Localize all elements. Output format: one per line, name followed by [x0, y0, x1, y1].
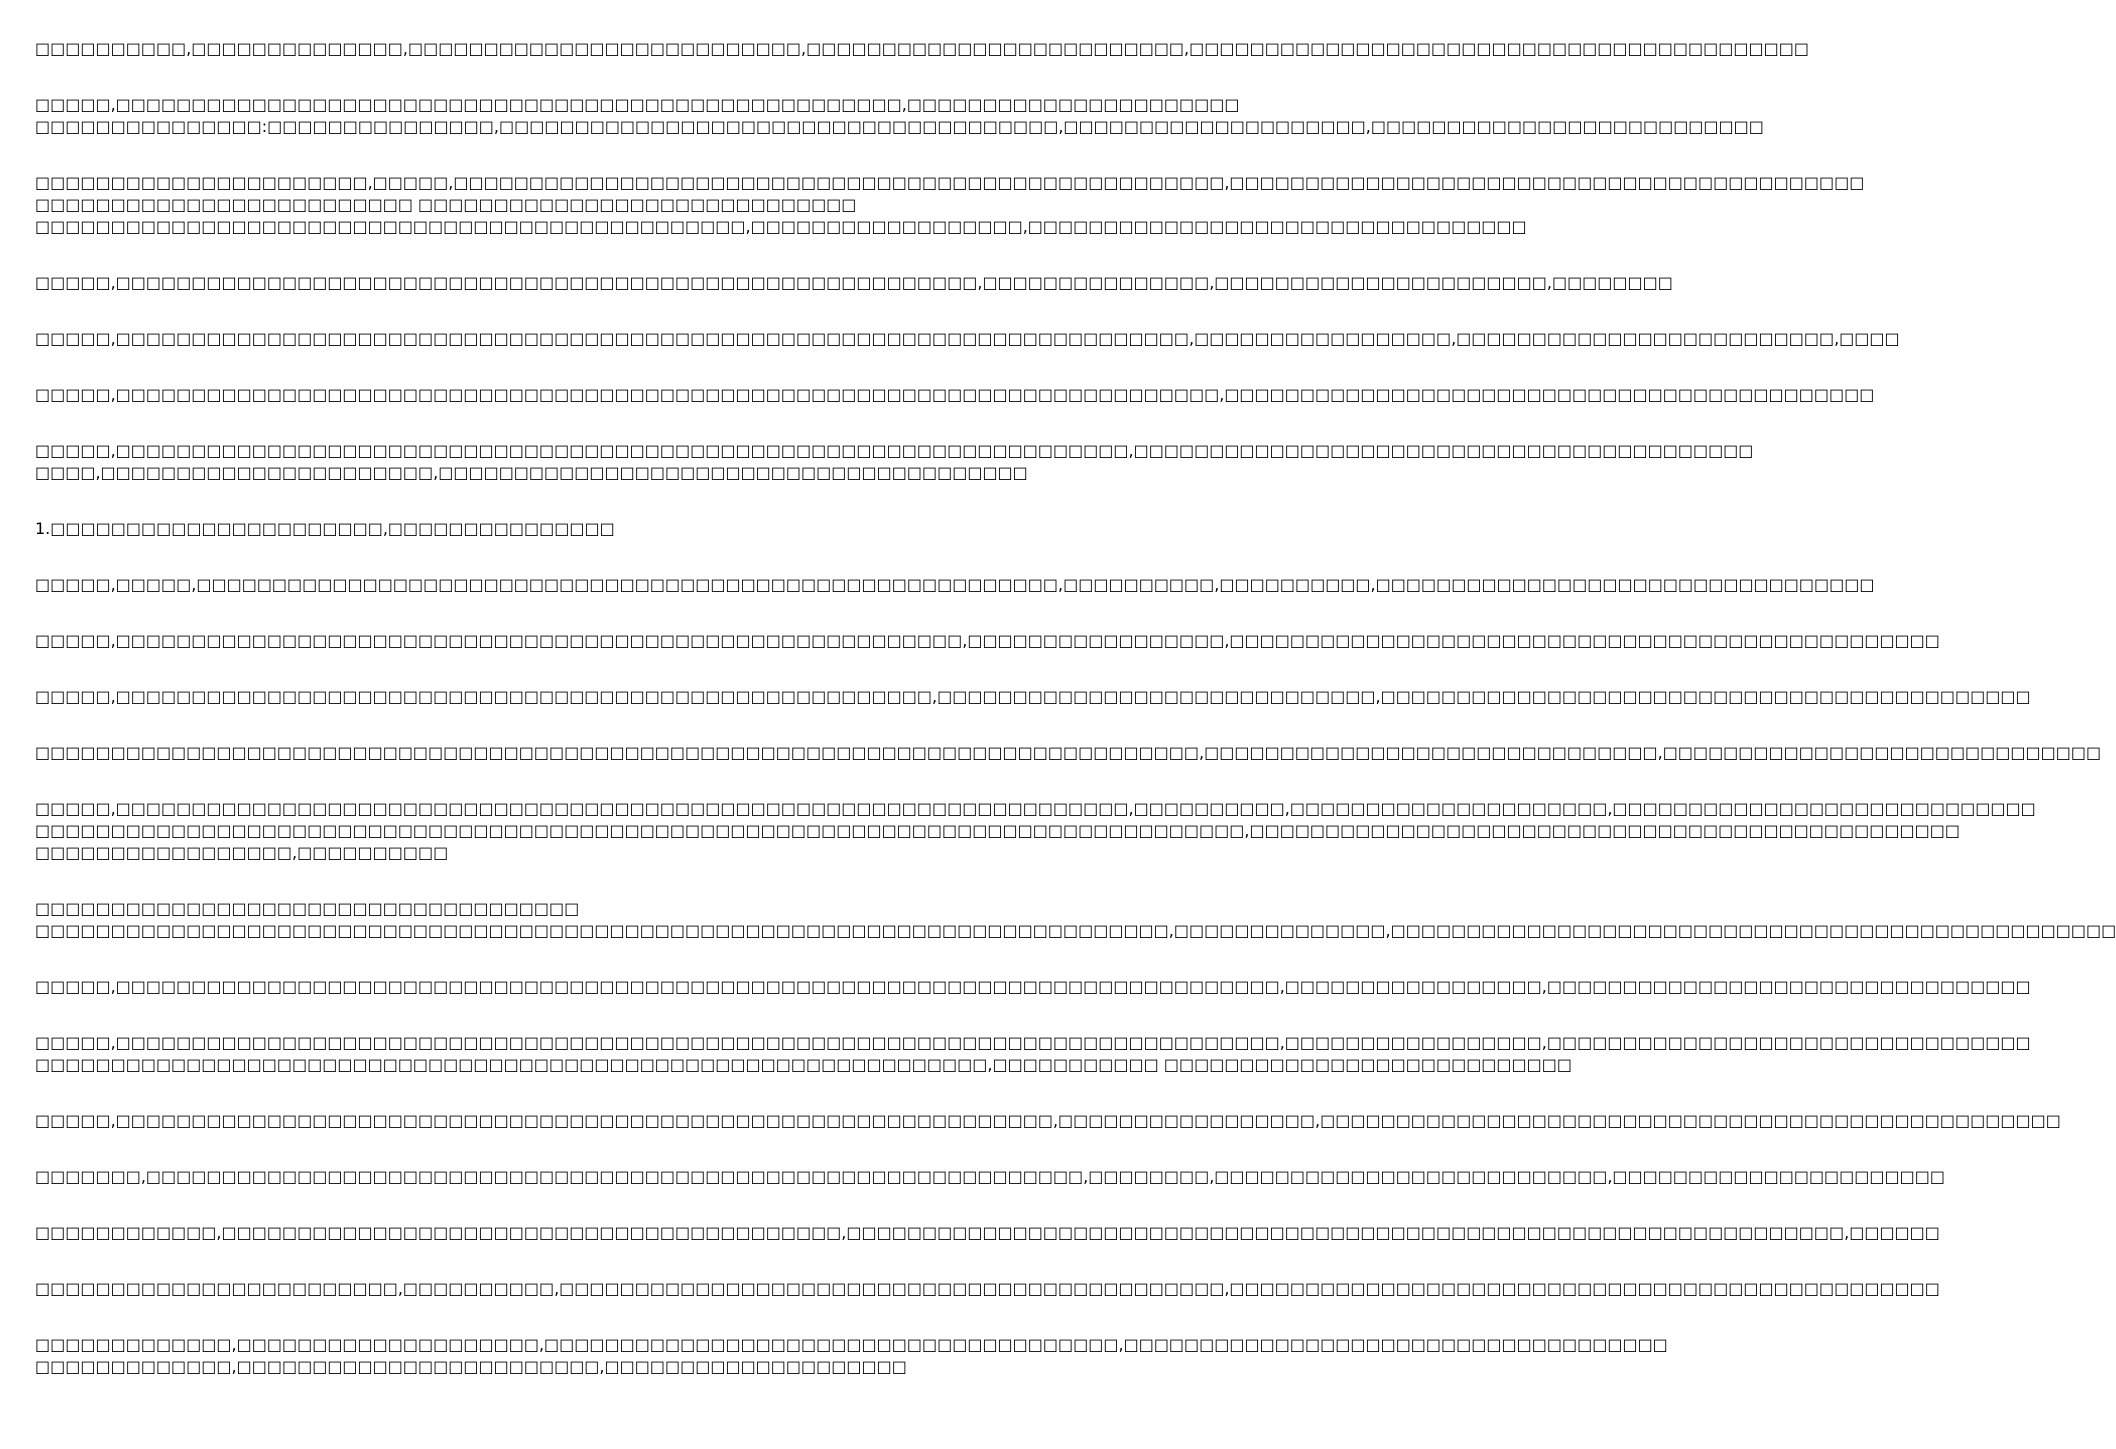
text-line: □□□□□,□□□□□□□□□□□□□□□□□□□□□□□□□□□□□□□□□□□□□□□□□□□□□□□□□□□□□□□□□□□□□□□□□□□□□□□,□□□□□□□□□□□□□□□□□,□□□□□□□□□□□□□□□□□□□□□□□□□,□□□□ [35, 329, 1900, 348]
text-line: □□□□□□□□□□□□□,□□□□□□□□□□□□□□□□□□□□□□□□,□□□□□□□□□□□□□□□□□□□□ [35, 1357, 907, 1376]
paragraph [35, 172, 1865, 238]
paragraph [35, 1110, 2061, 1132]
text-line: □□□□□□□□□□□□□□□□□□□□□□□□□□□□□□□□□□□□ [35, 899, 580, 918]
paragraph [35, 1334, 1668, 1378]
text-line: □□□□□,□□□□□□□□□□□□□□□□□□□□□□□□□□□□□□□□□□□□□□□□□□□□□□□□□□□□□□□□□□□□□□□□□□□,□□□□□□□□□□,□□□□□□□□□□□□□□□□□□□□□,□□□□□□□□□□□□□□□□□□□□□□□□□□□□ [35, 799, 2036, 818]
paragraph [35, 1222, 1940, 1244]
text-line: □□□□□,□□□□□□□□□□□□□□□□□□□□□□□□□□□□□□□□□□□□□□□□□□□□□□□□□□□□□□□□□□□□□□□□□□□□□□□□□□□□□,□□□□□□□□□□□□□□□□□,□□□□□□□□□□□□□□□□□□□□□□□□□□□□□□□□ [35, 1033, 2031, 1052]
paragraph [35, 518, 990, 540]
paragraph [35, 630, 1940, 652]
text-line: □□□□□,□□□□□,□□□□□□□□□□□□□□□□□□□□□□□□□□□□□□□□□□□□□□□□□□□□□□□□□□□□□□□□□,□□□□□□□□□□,□□□□□□□□□□,□□□□□□□□□□□□□□□□□□□□□□□□□□□□□□□□□ [35, 575, 1875, 594]
text-line: □□□□□□□□□□,□□□□□□□□□□□□□□,□□□□□□□□□□□□□□□□□□□□□□□□□□,□□□□□□□□□□□□□□□□□□□□□□□□□,□□□□□□□□□□□□□□□□□□□□□□□□□□□□□□□□□□□□□□□□□ [35, 39, 1809, 58]
text-line: □□□□□□□□□□□□□□□□□□□□□□□□□□□□□□□□□□□□□□□□□□□□□□□□□□□□□□□□□□□□□□□,□□□□□□□□□□□ □□□□□□□□□□□□□□□□□□□□□□□□□□□ [35, 1055, 1573, 1074]
text-line: □□□□□□□□□□□□□□□□□□□□□□□□□□□□□□□□□□□□□□□□□□□□□□□,□□□□□□□□□□□□□□□□□□,□□□□□□□□□□□□□□□□□□□□□□□□□□□□□□□□□ [35, 217, 1527, 236]
text-line: □□□□□□□□□□□□□□□□□□□□□□□□□□□□□□□□□□□□□□□□□□□□□□□□□□□□□□□□□□□□□□□□□□□□□□□□□□□,□□□□□□□□□□□□□□,□□□□□□□□□□□□□□□□□□□□□□□□□□□□□□□□□□□□□□□□□□□□□□□□ [35, 921, 2116, 940]
document-page [35, 38, 2116, 1412]
paragraph [35, 742, 2102, 764]
paragraph [35, 38, 1809, 60]
paragraph [35, 686, 2031, 708]
text-line: □□□□□□□,□□□□□□□□□□□□□□□□□□□□□□□□□□□□□□□□□□□□□□□□□□□□□□□□□□□□□□□□□□□□□□,□□□□□□□□,□□□□□□□□□□□□□□□□□□□□□□□□□□,□□□□□□□□□□□□□□□□□□□□□□ [35, 1167, 1945, 1186]
text-line: □□□□□,□□□□□□□□□□□□□□□□□□□□□□□□□□□□□□□□□□□□□□□□□□□□□□□□□□□□□□,□□□□□□□□□□□□□□□□□□□□□□□□□□□□□,□□□□□□□□□□□□□□□□□□□□□□□□□□□□□□□□□□□□□□□□□□□ [35, 687, 2031, 706]
text-line: □□□□□□□□□□□□□□□□□□□□□□□□,□□□□□□□□□□,□□□□□□□□□□□□□□□□□□□□□□□□□□□□□□□□□□□□□□□□□□□□,□□□□□□□□□□□□□□□□□□□□□□□□□□□□□□□□□□□□□□□□□□□□□□□ [35, 1279, 1940, 1298]
text-line: □□□□□,□□□□□□□□□□□□□□□□□□□□□□□□□□□□□□□□□□□□□□□□□□□□□□□□□□□□□□□□□□□□□□□□□□□,□□□□□□□□□□□□□□□□□□□□□□□□□□□□□□□□□□□□□□□□□ [35, 441, 1754, 460]
text-line: □□□□□,□□□□□□□□□□□□□□□□□□□□□□□□□□□□□□□□□□□□□□□□□□□□□□□□□□□□□□□□□□□□□□□□□□□□□□□□□□□□□,□□□□□□□□□□□□□□□□□,□□□□□□□□□□□□□□□□□□□□□□□□□□□□□□□□ [35, 977, 2031, 996]
paragraph [35, 1166, 1945, 1188]
paragraph [35, 94, 1764, 138]
text-line: □□□□□,□□□□□□□□□□□□□□□□□□□□□□□□□□□□□□□□□□□□□□□□□□□□□□□□□□□□□□□□□,□□□□□□□□□□□□□□□,□□□□□□□□□□□□□□□□□□□□□□,□□□□□□□□ [35, 273, 1673, 292]
paragraph [35, 1278, 1940, 1300]
paragraph [35, 976, 2031, 998]
text-line: □□□□□□□□□□□□□□□□□□□□□□□□□□□□□□□□□□□□□□□□□□□□□□□□□□□□□□□□□□□□□□□□□□□□□□□□□□□□□,□□□□□□□□□□□□□□□□□□□□□□□□□□□□□□,□□□□□□□□□□□□□□□□□□□□□□□□□□□□□ [35, 743, 2102, 762]
paragraph [35, 574, 1875, 596]
paragraph [35, 1032, 2031, 1076]
text-line: □□□□□□□□□□□□□□□□□,□□□□□□□□□□ [35, 843, 449, 862]
text-line: □□□□□□□□□□□□□□□□□□□□□□,□□□□□,□□□□□□□□□□□□□□□□□□□□□□□□□□□□□□□□□□□□□□□□□□□□□□□□□□□,□□□□□□□□□□□□□□□□□□□□□□□□□□□□□□□□□□□□□□□□□□ [35, 173, 1865, 192]
text-line: □□□□□□□□□□□□□□□:□□□□□□□□□□□□□□□,□□□□□□□□□□□□□□□□□□□□□□□□□□□□□□□□□□□□□,□□□□□□□□□□□□□□□□□□□□,□□□□□□□□□□□□□□□□□□□□□□□□□□ [35, 117, 1764, 136]
paragraph [35, 440, 1754, 484]
paragraph [35, 384, 1875, 406]
text-line: □□□□□□□□□□□□,□□□□□□□□□□□□□□□□□□□□□□□□□□□□□□□□□□□□□□□□□,□□□□□□□□□□□□□□□□□□□□□□□□□□□□□□□□□□□□□□□□□□□□□□□□□□□□□□□□□□□□□□□□□□,□□□□□□ [35, 1223, 1940, 1242]
text-line: □□□□□□□□□□□□□□□□□□□□□□□□□ □□□□□□□□□□□□□□□□□□□□□□□□□□□□□ [35, 195, 857, 214]
text-line: 1.□□□□□□□□□□□□□□□□□□□□□□,□□□□□□□□□□□□□□□ [35, 519, 615, 538]
text-line: □□□□,□□□□□□□□□□□□□□□□□□□□□□,□□□□□□□□□□□□□□□□□□□□□□□□□□□□□□□□□□□□□□□ [35, 463, 1028, 482]
paragraph [35, 272, 1673, 294]
paragraph [35, 898, 2116, 942]
text-line: □□□□□□□□□□□□□,□□□□□□□□□□□□□□□□□□□□,□□□□□□□□□□□□□□□□□□□□□□□□□□□□□□□□□□□□□□,□□□□□□□□□□□□□□□□□□□□□□□□□□□□□□□□□□□□ [35, 1335, 1668, 1354]
paragraph [35, 798, 2036, 864]
paragraph [35, 328, 1900, 350]
text-line: □□□□□□□□□□□□□□□□□□□□□□□□□□□□□□□□□□□□□□□□□□□□□□□□□□□□□□□□□□□□□□□□□□□□□□□□□□□□□□□□,□□□□□□□□□□□□□□□□□□□□□□□□□□□□□□□□□□□□□□□□□□□□□□□ [35, 821, 1960, 840]
text-line: □□□□□,□□□□□□□□□□□□□□□□□□□□□□□□□□□□□□□□□□□□□□□□□□□□□□□□□□□□,□□□□□□□□□□□□□□□□□□□□□□ [35, 95, 1240, 114]
text-line: □□□□□,□□□□□□□□□□□□□□□□□□□□□□□□□□□□□□□□□□□□□□□□□□□□□□□□□□□□□□□□,□□□□□□□□□□□□□□□□□,□□□□□□□□□□□□□□□□□□□□□□□□□□□□□□□□□□□□□□□□□□□□□□□ [35, 631, 1940, 650]
text-line: □□□□□,□□□□□□□□□□□□□□□□□□□□□□□□□□□□□□□□□□□□□□□□□□□□□□□□□□□□□□□□□□□□□□□□□□□□□□□□□,□□□□□□□□□□□□□□□□□□□□□□□□□□□□□□□□□□□□□□□□□□□ [35, 385, 1875, 404]
text-line: □□□□□,□□□□□□□□□□□□□□□□□□□□□□□□□□□□□□□□□□□□□□□□□□□□□□□□□□□□□□□□□□□□□□,□□□□□□□□□□□□□□□□□,□□□□□□□□□□□□□□□□□□□□□□□□□□□□□□□□□□□□□□□□□□□□□□□□□ [35, 1111, 2061, 1130]
